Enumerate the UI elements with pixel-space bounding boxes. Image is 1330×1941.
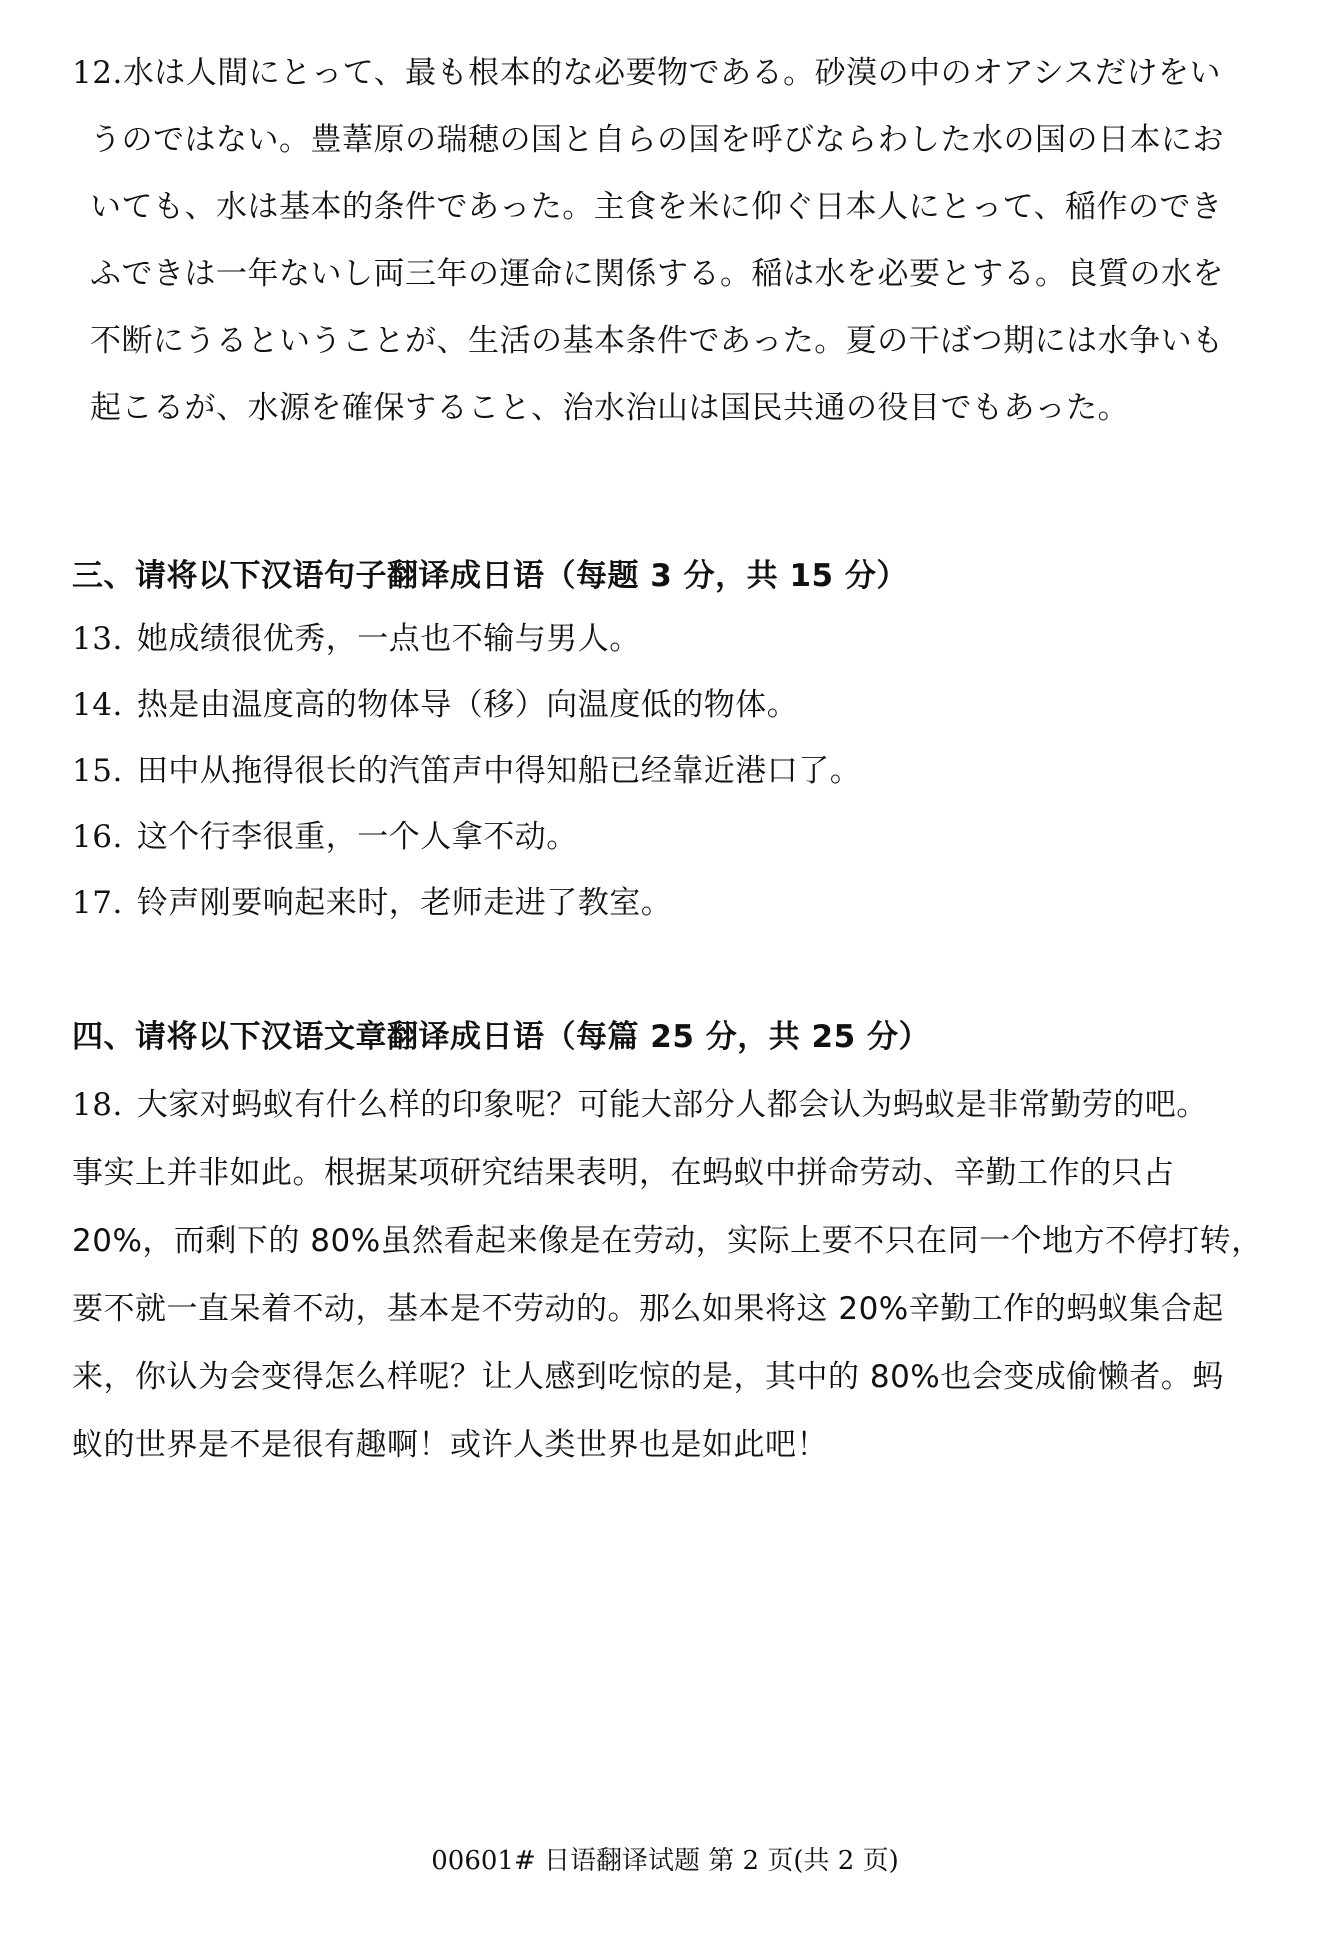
section-4: [72, 1003, 1297, 1479]
question-18-line-6: 蚁的世界是不是很有趣啊！或许人类世界也是如此吧！: [72, 1427, 828, 1463]
question-12-line-2: うのではない。豊葦原の瑞穂の国と自らの国を呼びならわした水の国の日本にお: [90, 122, 1224, 158]
question-text: 这个行李很重，一个人拿不动。: [136, 819, 578, 855]
question-number: 17.: [72, 885, 123, 921]
question-12-line-5: 不断にうるということが、生活の基本条件であった。夏の干ばつ期には水争いも: [90, 323, 1224, 359]
question-number: 15.: [72, 753, 123, 789]
question-text: 热是由温度高的物体导（移）向温度低的物体。: [136, 687, 799, 723]
question-12-number: 12.: [72, 55, 123, 91]
question-18-number: 18.: [72, 1087, 123, 1123]
question-17: [72, 870, 1297, 936]
question-12-text: 水は人間にとって、最も根本的な必要物である。砂漠の中のオアシスだけをい: [122, 55, 1221, 91]
question-16: [72, 804, 1297, 870]
section-4-heading: 四、请将以下汉语文章翻译成日语（每篇 25 分，共 25 分）: [72, 1019, 930, 1055]
section-3: [72, 546, 1297, 936]
question-18-line-5: 来，你认为会变得怎么样呢？让人感到吃惊的是，其中的 80%也会变成偷懒者。蚂: [72, 1359, 1224, 1395]
question-text: 她成绩很优秀，一点也不输与男人。: [136, 621, 641, 657]
question-number: 13.: [72, 621, 123, 657]
question-15: [72, 738, 1297, 804]
question-14: [72, 672, 1297, 738]
question-number: 14.: [72, 687, 123, 723]
question-12-line-3: いても、水は基本的条件であった。主食を米に仰ぐ日本人にとって、稲作のでき: [90, 189, 1223, 225]
question-12: [72, 40, 1297, 442]
question-18-text: 大家对蚂蚁有什么样的印象呢？可能大部分人都会认为蚂蚁是非常勤劳的吧。: [136, 1087, 1208, 1123]
question-13: [72, 606, 1297, 672]
question-12-line-4: ふできは一年ないし両三年の運命に関係する。稲は水を必要とする。良質の水を: [90, 256, 1224, 292]
question-18-line-4: 要不就一直呆着不动，基本是不劳动的。那么如果将这 20%辛勤工作的蚂蚁集合起: [72, 1291, 1224, 1327]
question-text: 铃声刚要响起来时，老师走进了教室。: [136, 885, 673, 921]
page-footer: 00601# 日语翻译试题 第 2 页(共 2 页): [431, 1846, 899, 1876]
question-text: 田中从拖得很长的汽笛声中得知船已经靠近港口了。: [136, 753, 862, 789]
question-18-line-2: 事实上并非如此。根据某项研究结果表明，在蚂蚁中拼命劳动、辛勤工作的只占: [72, 1155, 1175, 1191]
section-3-heading: 三、请将以下汉语句子翻译成日语（每题 3 分，共 15 分）: [72, 558, 908, 594]
question-18-line-3: 20%，而剩下的 80%虽然看起来像是在劳动，实际上要不只在同一个地方不停打转，: [72, 1223, 1263, 1259]
question-12-line-1: [72, 40, 1297, 107]
question-12-line-6: 起こるが、水源を確保すること、治水治山は国民共通の役目でもあった。: [90, 390, 1130, 426]
question-18-line-1: [72, 1071, 1297, 1139]
question-number: 16.: [72, 819, 123, 855]
